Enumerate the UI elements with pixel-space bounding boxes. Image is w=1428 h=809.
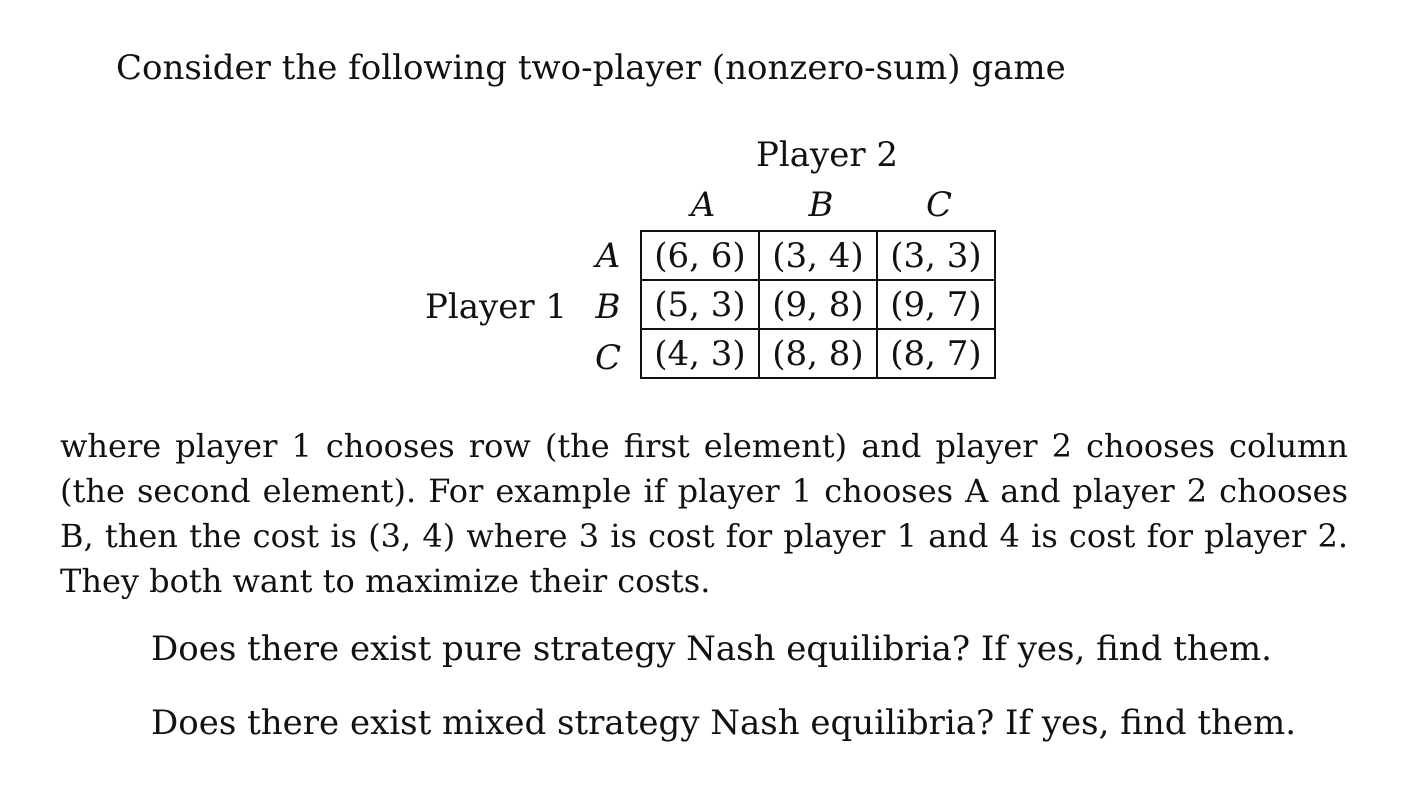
payoff-cell: (9, 7) <box>877 280 995 329</box>
row-header-b: B <box>595 287 621 327</box>
payoff-cell: (5, 3) <box>641 280 759 329</box>
payoff-cell: (8, 7) <box>877 329 995 378</box>
row-header-c: C <box>594 338 621 378</box>
payoff-cell: (9, 8) <box>759 280 877 329</box>
row-header-a: A <box>595 236 621 276</box>
column-header-a: A <box>690 185 716 225</box>
player2-label: Player 2 <box>756 135 899 175</box>
player1-label: Player 1 <box>425 287 568 327</box>
payoff-cell: (8, 8) <box>759 329 877 378</box>
intro-text: Consider the following two-player (nonzero-sum) game <box>116 48 1066 88</box>
payoff-table <box>640 230 996 379</box>
column-header-c: C <box>925 185 952 225</box>
table-row <box>641 231 995 280</box>
payoff-cell: (3, 4) <box>759 231 877 280</box>
column-header-b: B <box>808 185 834 225</box>
payoff-cell: (6, 6) <box>641 231 759 280</box>
payoff-cell: (4, 3) <box>641 329 759 378</box>
table-row <box>641 329 995 378</box>
question-mixed-strategy: Does there exist mixed strategy Nash equilibria? If yes, find them. <box>151 703 1297 743</box>
table-row <box>641 280 995 329</box>
explanation-paragraph: where player 1 chooses row (the first element) and player 2 chooses column (the second element). For example if player 1 chooses A and player 2 chooses B, then the cost is (3, 4) where 3 is cost for player 1 and 4 is cost for player 2. They both want to maximize their costs. <box>60 427 1348 600</box>
question-pure-strategy: Does there exist pure strategy Nash equilibria? If yes, find them. <box>151 629 1272 669</box>
payoff-cell: (3, 3) <box>877 231 995 280</box>
